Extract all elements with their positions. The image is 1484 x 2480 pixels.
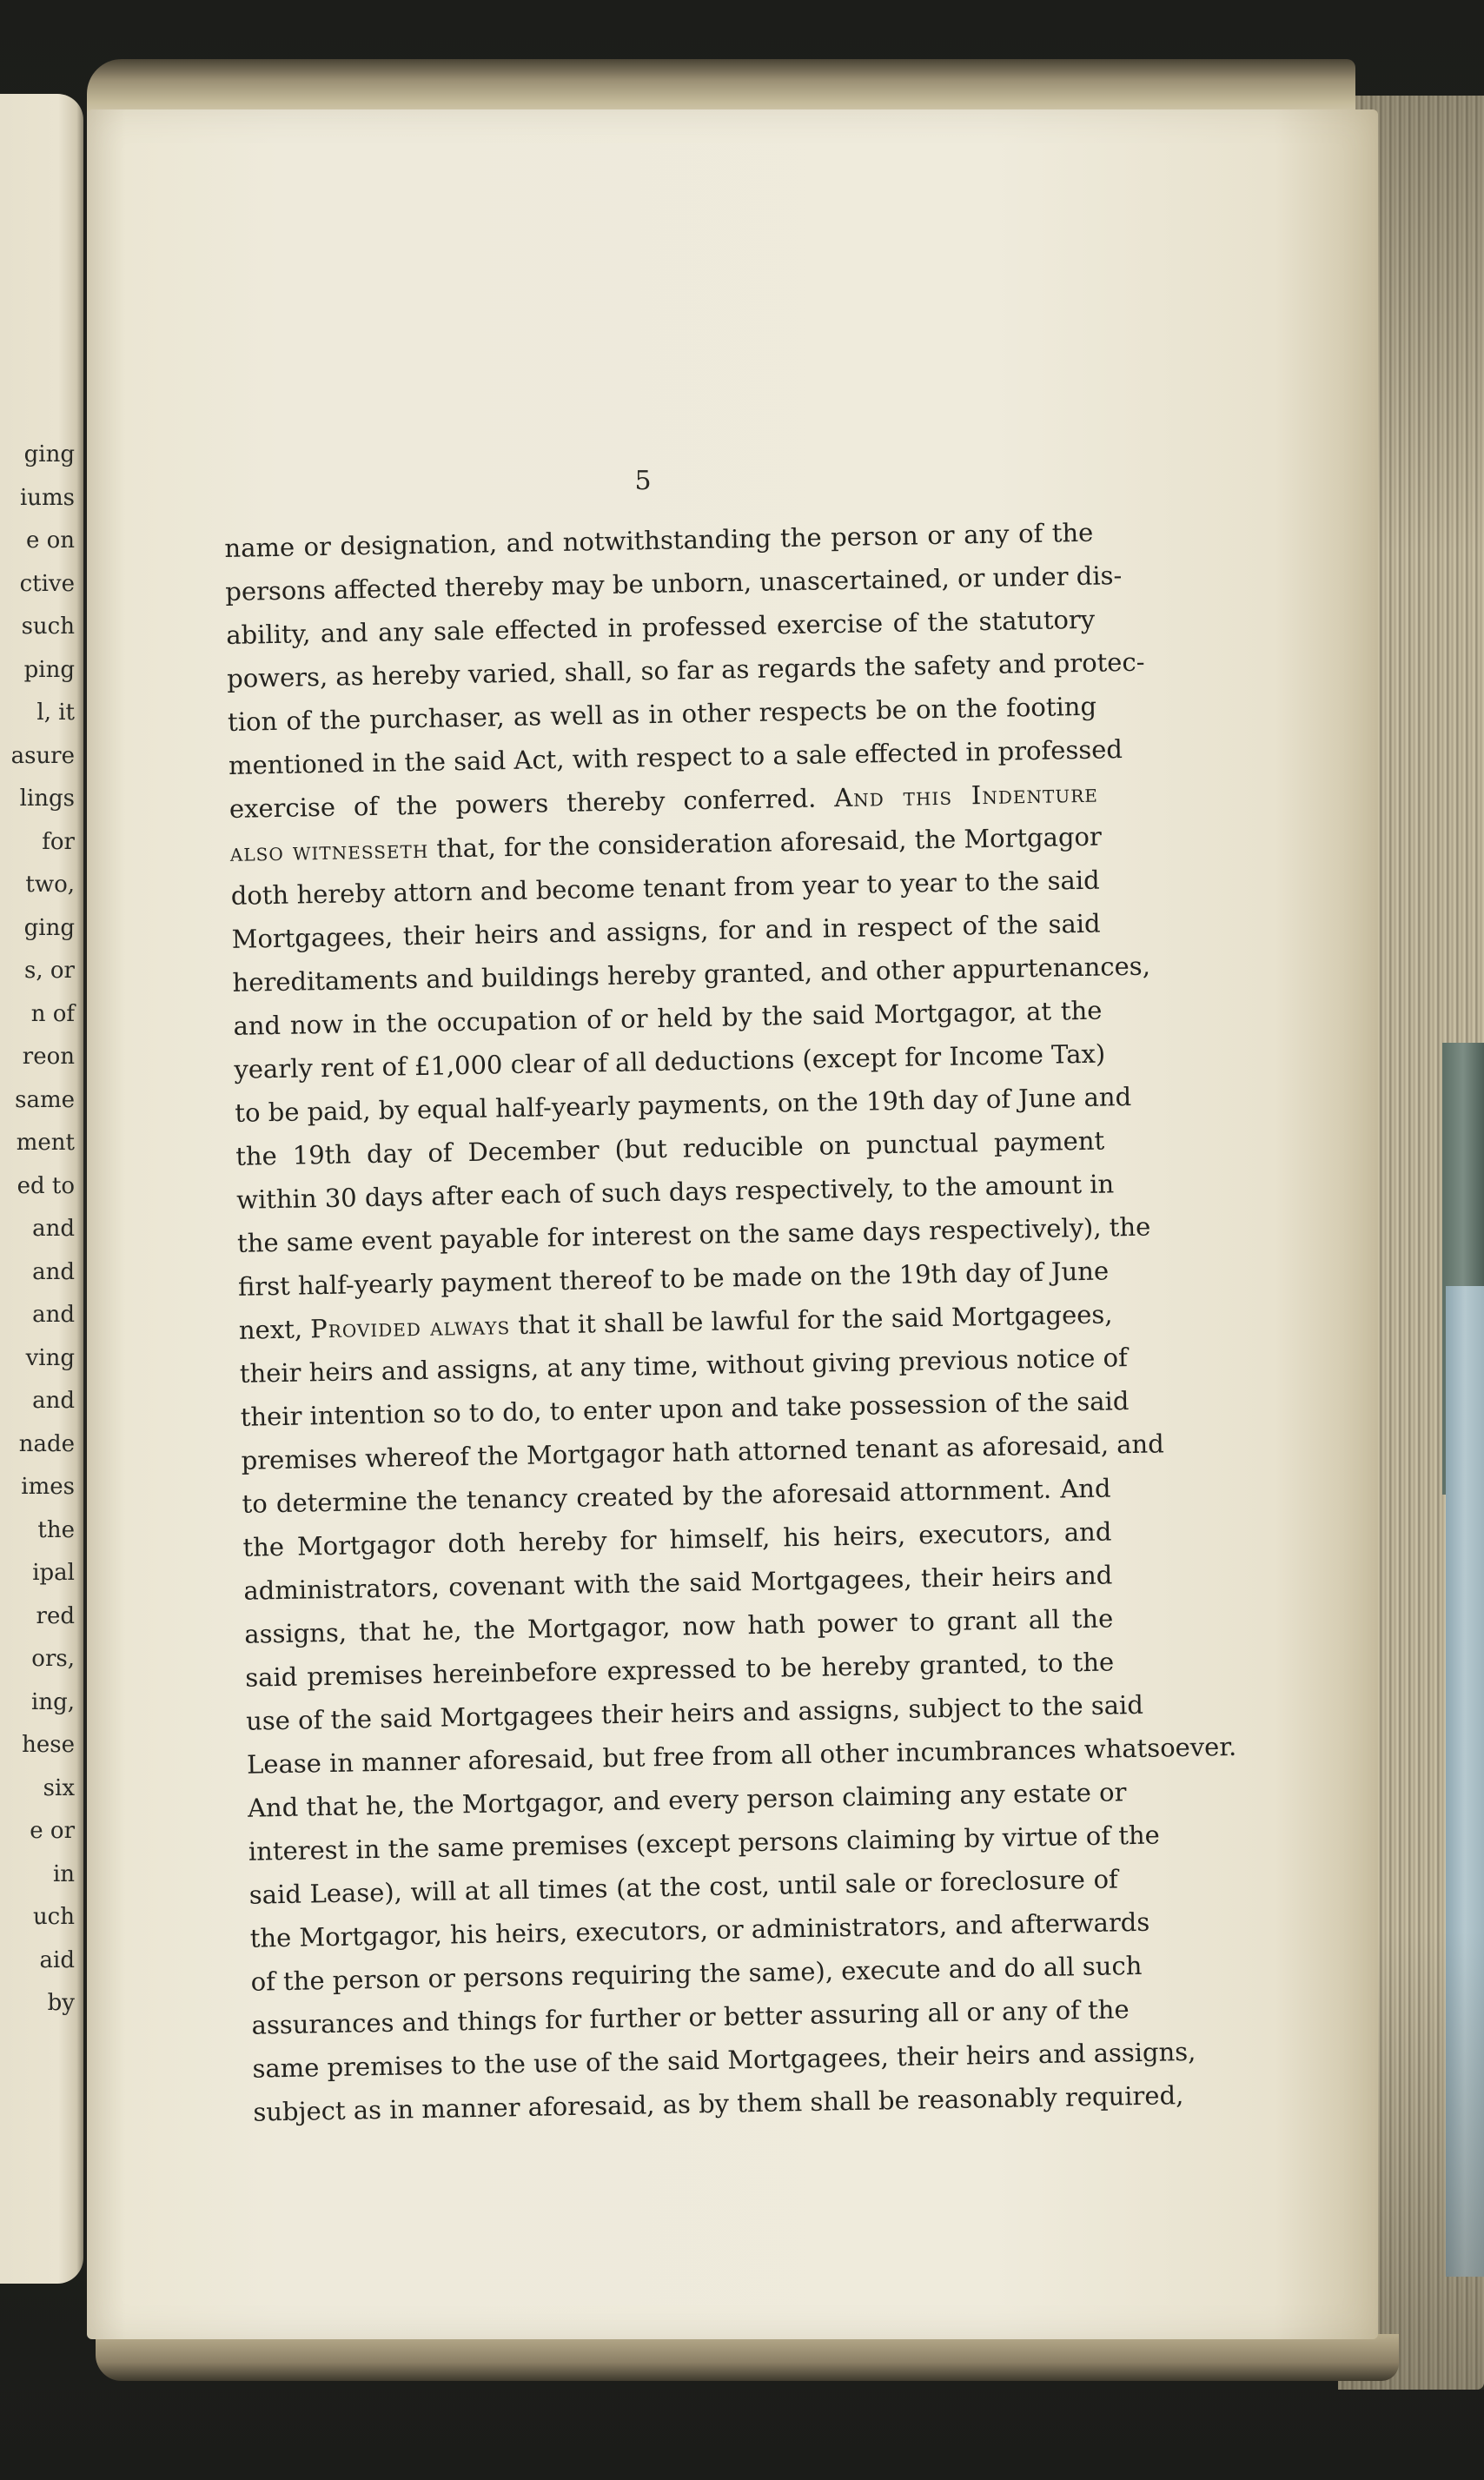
left-page-fragment: six bbox=[43, 1774, 75, 1801]
left-page-fragment: l, it bbox=[36, 700, 75, 726]
text-line: assurances and things for further or better assuring all or any of the bbox=[251, 1994, 1130, 2040]
text-line: subject as in manner aforesaid, as by them shall be reasonably required, bbox=[253, 2080, 1184, 2127]
left-page-fragment: iums bbox=[19, 484, 75, 511]
left-page-fragment: imes bbox=[21, 1474, 75, 1500]
left-page-fragment: two, bbox=[25, 872, 75, 898]
text-line: assigns, that he, the Mortgagor, now hath power to grant all the bbox=[244, 1603, 1114, 1649]
left-page-fragment: e or bbox=[30, 1818, 75, 1844]
left-page-fragment: ctive bbox=[19, 570, 75, 597]
left-page-fragment: n of bbox=[30, 1000, 75, 1027]
bottom-binding-edge bbox=[96, 2334, 1399, 2381]
text-line: said premises hereinbefore expressed to be hereby granted, to the bbox=[244, 1647, 1115, 1693]
left-page-fragment: lings bbox=[19, 786, 75, 812]
left-page-edge bbox=[0, 94, 83, 2284]
text-line: Mortgagees, their heirs and assigns, for and in respect of the said bbox=[231, 908, 1101, 954]
text-line-part: that, for the consideration aforesaid, the Mortgagor bbox=[436, 821, 1103, 864]
text-line: hereditaments and buildings hereby granted, and other appurtenances, bbox=[232, 951, 1151, 998]
text-line: the 19th day of December (but reducible on punctual payment bbox=[235, 1125, 1105, 1171]
text-line: use of the said Mortgagees their heirs and assigns, subject to the said bbox=[245, 1689, 1144, 1736]
text-line: their heirs and assigns, at any time, without giving previous notice of bbox=[239, 1343, 1129, 1389]
left-page-fragment: and bbox=[32, 1302, 75, 1328]
left-page-fragment: ving bbox=[25, 1344, 75, 1371]
left-page-fragment: ed to bbox=[17, 1172, 75, 1199]
left-page-fragment: ging bbox=[23, 441, 75, 467]
text-line-part: that it shall be lawful for the said Mortgagees, bbox=[518, 1299, 1113, 1340]
left-page-fragment: e on bbox=[25, 527, 75, 554]
text-line: mentioned in the said Act, with respect to a sale effected in professed bbox=[228, 734, 1123, 780]
left-page-fragment: ipal bbox=[32, 1560, 75, 1586]
left-page-fragment: ping bbox=[23, 656, 75, 683]
text-line: the Mortgagor, his heirs, executors, or administrators, and afterwards bbox=[249, 1906, 1150, 1953]
page-number: 5 bbox=[634, 466, 652, 496]
left-page-fragment: same bbox=[15, 1086, 75, 1113]
text-line: name or designation, and notwithstanding the person or any of the bbox=[224, 517, 1094, 563]
left-page-fragment: red bbox=[36, 1602, 75, 1629]
text-line: interest in the same premises (except persons claiming by virtue of the bbox=[248, 1820, 1161, 1867]
left-page-fragment: reon bbox=[22, 1044, 75, 1070]
left-page-fragment: ment bbox=[16, 1130, 75, 1156]
text-line: the same event payable for interest on the same days respectively), the bbox=[236, 1211, 1151, 1258]
text-line: the Mortgagor doth hereby for himself, his heirs, executors, and bbox=[242, 1516, 1112, 1562]
small-caps-and-this-indenture: And this Indenture bbox=[833, 778, 1099, 813]
text-line: persons affected thereby may be unborn, unascertained, or under dis- bbox=[225, 560, 1123, 607]
left-page-fragment: the bbox=[37, 1516, 75, 1543]
text-line: within 30 days after each of such days respectively, to the amount in bbox=[235, 1169, 1115, 1215]
text-line: same premises to the use of the said Mortgagees, their heirs and assigns, bbox=[252, 2036, 1196, 2084]
text-line: to be paid, by equal half-yearly payments, on the 19th day of June and bbox=[235, 1081, 1132, 1128]
left-page-fragment: uch bbox=[32, 1904, 75, 1930]
left-page-fragment: ing, bbox=[31, 1688, 75, 1715]
text-line: first half-yearly payment thereof to be made on the 19th day of June bbox=[237, 1256, 1110, 1302]
left-page-fragment: asure bbox=[10, 742, 75, 769]
left-page-fragment: ors, bbox=[31, 1646, 75, 1672]
text-line-part: exercise of the powers thereby conferred. bbox=[229, 783, 817, 824]
left-page-fragment: aid bbox=[39, 1946, 75, 1973]
text-line: powers, as hereby varied, shall, so far as regards the safety and protec- bbox=[226, 647, 1145, 693]
text-line: to determine the tenancy created by the aforesaid attornment. And bbox=[242, 1473, 1111, 1519]
left-page-fragment: and bbox=[32, 1216, 75, 1242]
left-page-fragment: s, or bbox=[24, 958, 75, 984]
text-line: And that he, the Mortgagor, and every person claiming any estate or bbox=[247, 1777, 1127, 1823]
body-text bbox=[224, 511, 1237, 2134]
small-caps-provided-always: Provided always bbox=[309, 1310, 511, 1344]
text-line: tion of the purchaser, as well as in other respects be on the footing bbox=[227, 691, 1097, 737]
text-line: said Lease), will at all times (at the cost, until sale or foreclosure of bbox=[248, 1864, 1119, 1910]
text-line: yearly rent of £1,000 clear of all deductions (except for Income Tax) bbox=[234, 1038, 1106, 1084]
text-line: administrators, covenant with the said Mortgagees, their heirs and bbox=[243, 1560, 1113, 1606]
text-line: premises whereof the Mortgagor hath attorned tenant as aforesaid, and bbox=[241, 1429, 1165, 1475]
left-page-fragment: hese bbox=[22, 1732, 75, 1758]
left-page-fragment: in bbox=[52, 1860, 75, 1887]
small-caps-also-witnesseth: also witnesseth bbox=[229, 833, 429, 867]
text-line: of the person or persons requiring the same), execute and do all such bbox=[250, 1950, 1143, 1997]
left-page-fragment: such bbox=[21, 613, 75, 640]
text-line: ability, and any sale effected in professed exercise of the statutory bbox=[225, 604, 1096, 650]
left-page-fragment: and bbox=[32, 1258, 75, 1285]
text-line: and now in the occupation of or held by the said Mortgagor, at the bbox=[233, 995, 1103, 1041]
left-page-fragment: nade bbox=[18, 1430, 75, 1457]
document-page bbox=[87, 109, 1378, 2339]
text-line: their intention so to do, to enter upon and take possession of the said bbox=[240, 1386, 1130, 1432]
text-line: doth hereby attorn and become tenant from year to year to the said bbox=[230, 865, 1100, 911]
left-page-fragment: ging bbox=[23, 914, 75, 941]
text-line-part: next, bbox=[238, 1314, 303, 1345]
text-line: Lease in manner aforesaid, but free from all other incumbrances whatsoever. bbox=[246, 1731, 1237, 1780]
left-page-fragment: and bbox=[32, 1388, 75, 1414]
left-page-fragment: by bbox=[47, 1990, 75, 2016]
left-page-fragment: for bbox=[42, 828, 75, 855]
